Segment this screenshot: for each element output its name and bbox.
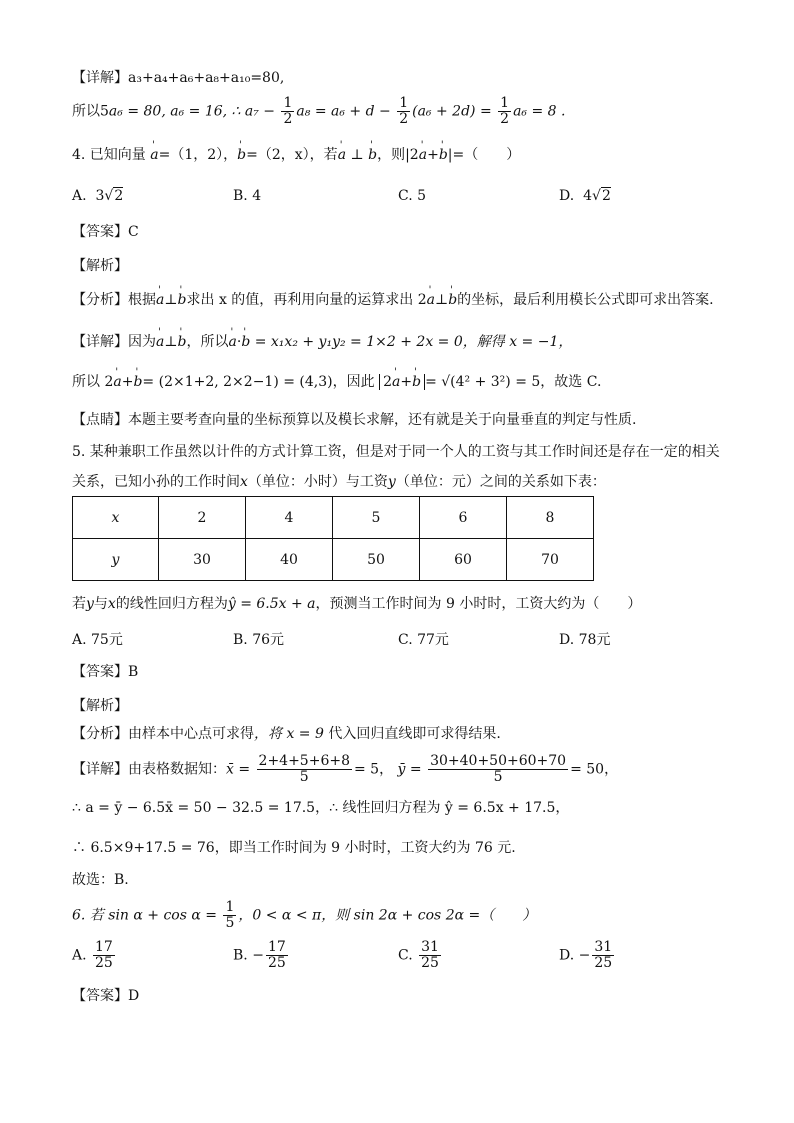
table-cell: 70 — [507, 539, 594, 581]
table-cell: x — [73, 497, 159, 539]
magnitude: 2' a+' b — [379, 374, 425, 390]
fraction-mean-y: $\frac{30+40+50+60+70}{5}$ — [430, 753, 567, 785]
vector-a: ' a — [150, 145, 158, 165]
question-6-stem: 6. 若 sin α + cos α = $\frac{1}{5}$ ，0 < α < π，则 sin 2α + cos 2α =（ ） — [72, 899, 537, 931]
fraction-half: $\frac{1}{2}$ — [500, 95, 510, 127]
table-cell: 2 — [159, 497, 246, 539]
q5-option-d: D. 78元 — [559, 632, 611, 648]
q4-answer: 【答案】C — [72, 224, 139, 240]
table-cell: 4 — [246, 497, 333, 539]
q4-detail: 【详解】因为' a⊥' b，所以' a·' b = x₁x₂ + y₁y₂ = 1×2 + 2x = 0，解得 x = −1， — [72, 332, 572, 352]
fraction-half: $\frac{1}{2}$ — [399, 95, 409, 127]
q6-option-b: B. − $\frac{17}{25}$ — [233, 939, 286, 971]
q5-analysis: 【分析】由样本中心点可求得，将 x = 9 代入回归直线即可求得结果. — [72, 726, 501, 742]
math-segment: a₆ = 8 . — [513, 103, 566, 120]
q5-prediction: ∴ 6.5×9+17.5 = 76，即当工作时间为 9 小时时，工资大约为 76 元. — [72, 840, 516, 856]
q5-option-b: B. 76元 — [233, 632, 285, 648]
table-cell: 5 — [333, 497, 420, 539]
table-cell: 50 — [333, 539, 420, 581]
fraction-half: $\frac{1}{2}$ — [283, 95, 293, 127]
data-table — [72, 496, 594, 581]
q5-detail: 【详解】由表格数据知：x̄ = $\frac{2+4+5+6+8}{5}$ = 5， ȳ = $\frac{30+40+50+60+70}{5}$ = 50， — [72, 753, 619, 785]
q4-option-c: C. 5 — [398, 188, 427, 204]
q6-option-a: A. $\frac{17}{25}$ — [72, 939, 113, 971]
math-segment: a₆ = 80, a₆ = 16, ∴ a₇ − — [108, 103, 276, 120]
table-cell: 40 — [246, 539, 333, 581]
q5-answer: 【答案】B — [72, 664, 139, 680]
q5-jiexi-heading: 【解析】 — [72, 698, 128, 714]
fraction-mean-x: $\frac{2+4+5+6+8}{5}$ — [258, 753, 350, 785]
table-row — [73, 497, 594, 539]
math-segment: a₈ = a₆ + d − — [296, 103, 391, 120]
q6-option-c: C. $\frac{31}{25}$ — [398, 939, 439, 971]
table-row — [73, 539, 594, 581]
table-cell: 6 — [420, 497, 507, 539]
table-cell: 8 — [507, 497, 594, 539]
q5-regression: ∴ a = ȳ − 6.5x̄ = 50 − 32.5 = 17.5，∴ 线性回归方程为 ŷ = 6.5x + 17.5， — [72, 800, 570, 816]
q4-option-b: B. 4 — [233, 188, 262, 204]
q4-comment: 【点睛】本题主要考查向量的坐标预算以及模长求解，还有就是关于向量垂直的判定与性质. — [72, 412, 637, 428]
fraction-q6: $\frac{1}{5}$ — [225, 899, 235, 931]
question-5-stem-line2: 关系，已知小孙的工作时间x（单位：小时）与工资y（单位：元）之间的关系如下表： — [72, 474, 606, 490]
question-5-prompt: 若y与x的线性回归方程为ŷ = 6.5x + a，预测当工作时间为 9 小时时，工资大约为（ ） — [72, 596, 642, 612]
text-segment: 所以5 — [72, 103, 109, 120]
vector-b: ' b — [237, 145, 246, 165]
q4-analysis: 【分析】根据' a⊥' b求出 x 的值，再利用向量的运算求出 2' a⊥' b的坐标，最后利用模长公式即可求出答案. — [72, 290, 714, 310]
math-segment: (a₆ + 2d) = — [412, 103, 492, 120]
question-4-stem: 4. 已知向量 ' a=（1，2），' b=（2，x），若' a ⊥ ' b，则|2' a+' b|=（ ） — [72, 145, 520, 165]
q4-jiexi-heading: 【解析】 — [72, 258, 128, 274]
table-cell: 60 — [420, 539, 507, 581]
detail-line-result — [72, 96, 565, 127]
q4-option-d: D. 4√2 — [559, 188, 611, 204]
question-5-stem-line1: 5. 某种兼职工作虽然以计件的方式计算工资，但是对于同一个人的工资与其工作时间还是存在一定的相关 — [72, 444, 720, 460]
table-cell: y — [73, 539, 159, 581]
q4-option-a: A. 3√2 — [72, 188, 124, 204]
q5-choice: 故选：B. — [72, 872, 129, 888]
q5-option-a: A. 75元 — [72, 632, 123, 648]
detail-line-sum: 【详解】a₃+a₄+a₆+a₈+a₁₀=80, — [72, 70, 285, 86]
q5-option-c: C. 77元 — [398, 632, 449, 648]
table-cell: 30 — [159, 539, 246, 581]
q6-answer: 【答案】D — [72, 988, 140, 1004]
q4-conclusion: 所以 2' a+' b= (2×1+2, 2×2−1) = (4,3)，因此 2' a+' b = √(4² + 3²) = 5，故选 C. — [72, 372, 601, 392]
q6-option-d: D. − $\frac{31}{25}$ — [559, 939, 613, 971]
